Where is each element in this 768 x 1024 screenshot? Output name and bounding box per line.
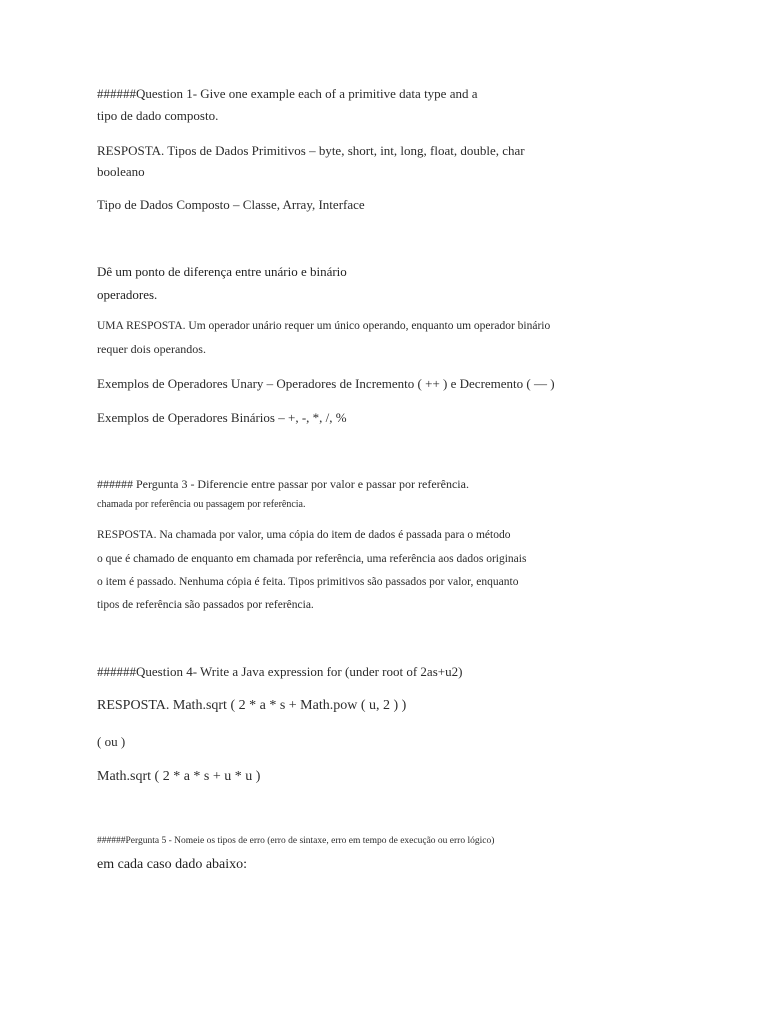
q2-answer-line-2: requer dois operandos.: [97, 342, 206, 356]
q4-alternative-answer: Math.sqrt ( 2 * a * s + u * u ): [97, 769, 261, 784]
q3-answer-line-1: RESPOSTA. Na chamada por valor, uma cópia do item de dados é passada para o método: [97, 529, 511, 541]
q3-answer-line-4: tipos de referência são passados por referência.: [97, 599, 314, 611]
q3-answer-line-2: o que é chamado de enquanto em chamada por referência, uma referência aos dados originais: [97, 553, 527, 565]
q2-binary-examples: Exemplos de Operadores Binários – +, -, *, /, %: [97, 410, 347, 425]
q2-question-line-2: operadores.: [97, 287, 158, 302]
q1-answer-line-2: booleano: [97, 164, 145, 179]
q5-continuation: em cada caso dado abaixo:: [97, 857, 248, 872]
q5-question: ######Pergunta 5 - Nomeie os tipos de erro (erro de sintaxe, erro em tempo de execução ou erro lógico): [97, 836, 495, 846]
q3-question: ###### Pergunta 3 - Diferencie entre passar por valor e passar por referência.: [97, 477, 469, 491]
q2-unary-examples: Exemplos de Operadores Unary – Operadores de Incremento ( ++ ) e Decremento ( — ): [97, 376, 555, 391]
q2-answer-line-1: UMA RESPOSTA. Um operador unário requer um único operando, enquanto um operador binário: [97, 320, 551, 332]
q2-question-line-1: Dê um ponto de diferença entre unário e binário: [97, 264, 347, 279]
q1-question-line-2: tipo de dado composto.: [97, 108, 219, 123]
q1-answer-line-1: RESPOSTA. Tipos de Dados Primitivos – byte, short, int, long, float, double, char: [97, 143, 525, 158]
q4-or: ( ou ): [97, 734, 126, 749]
q4-answer: RESPOSTA. Math.sqrt ( 2 * a * s + Math.pow ( u, 2 ) ): [97, 698, 407, 713]
q1-composite-types: Tipo de Dados Composto – Classe, Array, Interface: [97, 197, 365, 212]
q3-answer-line-3: o item é passado. Nenhuma cópia é feita. Tipos primitivos são passados por valor, enquanto: [97, 576, 519, 588]
q4-question: ######Question 4- Write a Java expression for (under root of 2as+u2): [97, 664, 463, 679]
q3-subtitle: chamada por referência ou passagem por referência.: [97, 499, 306, 510]
q1-question-line-1: ######Question 1- Give one example each of a primitive data type and a: [97, 86, 478, 101]
